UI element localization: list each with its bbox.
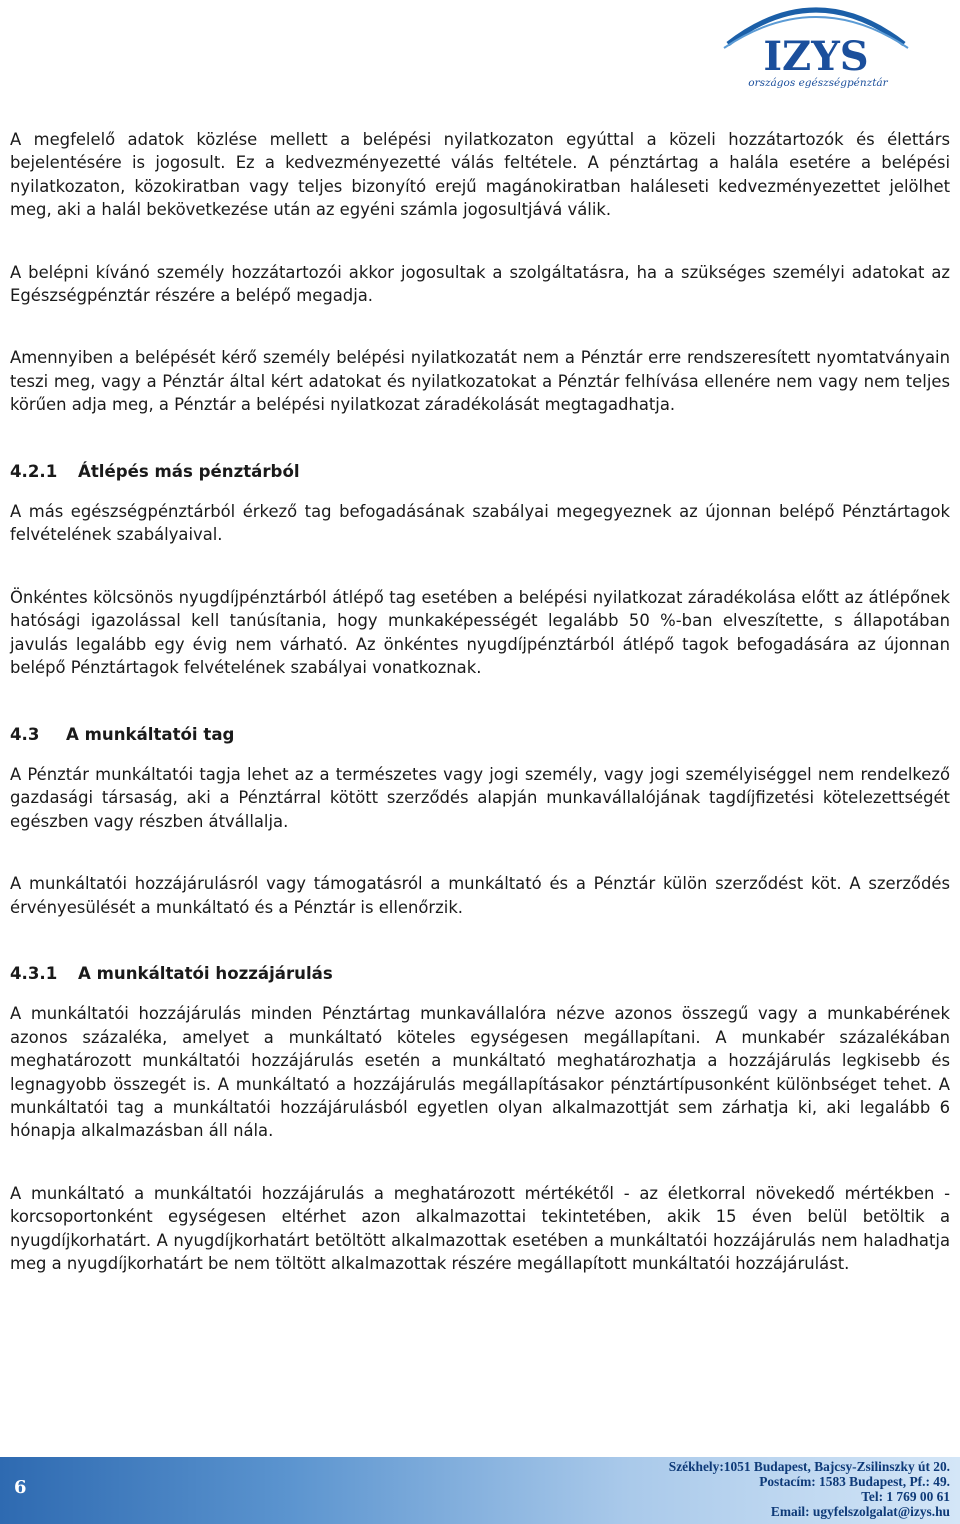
paragraph-employer-contract: A munkáltatói hozzájárulásról vagy támogatásról a munkáltató és a Pénztár külön szerződést köt. A szerződés érvényesülését a munkáltató és a Pénztár is ellenőrzik. (10, 874, 950, 917)
paragraph-refusal: Amennyiben a belépését kérő személy belépési nyilatkozatát nem a Pénztár erre rendszeresített nyomtatványain teszi meg, vagy a Pénztár által kért adatokat és nyilatkozatokat a Pénztár felhívása ellenére nem vagy nem teljes körűen adja meg, a Pénztár a belépési nyilatkozat záradékolását megtagadhatja. (10, 348, 950, 415)
logo-tagline: országos egészségpénztár (748, 77, 888, 89)
contact-address (669, 1459, 950, 1519)
document-body (10, 128, 950, 1275)
section-heading-4-3-1 (10, 962, 950, 985)
paragraph-beneficiary: A megfelelő adatok közlése mellett a belépési nyilatkozaton egyúttal a közeli hozzátartozók és élettárs bejelentésére is jogosult. Ez a kedvezményezetté válás feltétele. A pénztártag a halála esetére a belépési nyilatkozaton, közokiratban vagy teljes bizonyító erejű magánokiratban haláleseti kedvezményezettet jelölhet meg, aki a halál bekövetkezése után az egyéni számla jogosultjává válik. (10, 130, 950, 220)
logo-graphic (718, 4, 914, 94)
izys-logo (718, 4, 914, 94)
address-headquarters: Székhely:1051 Budapest, Bajcsy-Zsilinszky út 20. (668, 1459, 950, 1474)
paragraph-pension-transfer: Önkéntes kölcsönös nyugdíjpénztárból átlépő tag esetében a belépési nyilatkozat záradékolása előtt az átlépőnek hatósági igazolással kell tanúsítania, hogy munkaképességét legalább 50 %-ban elveszítette, s állapotában javulás legalább egy évig nem várható. Az önkéntes nyugdíjpénztárból átlépő tagok befogadására az újonnan belépő Pénztártagok felvételének szabályai vonatkoznak. (10, 587, 950, 678)
address-phone: Tel: 1 769 00 61 (861, 1489, 950, 1504)
paragraph-age-groups: A munkáltató a munkáltatói hozzájárulás a meghatározott mértékétől - az életkorral növekedő mértékben - korcsoportonként egységesen eltérhet azon alkalmazottai tekintetében, akik 15 éven belül betöltik a nyugdíjkorhatárt. A nyugdíjkorhatárt betöltött alkalmazottak esetében a munkáltatói hozzájárulás nem haladhatja meg a nyugdíjkorhatárt be nem töltött alkalmazottak részére megállapított munkáltatói hozzájárulást. (10, 1183, 950, 1273)
logo-text: IZYS (763, 33, 869, 80)
section-title: A munkáltatói hozzájárulás (78, 963, 333, 983)
page-footer (0, 1457, 960, 1524)
paragraph-employer-member: A Pénztár munkáltatói tagja lehet az a természetes vagy jogi személy, vagy jogi személyiséggel nem rendelkező gazdasági társaság, aki a Pénztárral kötött szerződés alapján munkavállalójának tagdíjfizetési kötelezettségét egészben vagy részben átvállalja. (10, 764, 950, 831)
section-heading-4-2-1 (10, 460, 950, 483)
page-number: 6 (14, 1477, 27, 1498)
section-number: 4.3 (10, 724, 40, 744)
address-email: Email: ugyfelszolgalat@izys.hu (770, 1504, 950, 1519)
paragraph-transfer-rules: A más egészségpénztárból érkező tag befogadásának szabályai megegyeznek az újonnan belépő Pénztártagok felvételének szabályaival. (10, 502, 950, 545)
section-heading-4-3 (10, 723, 950, 746)
section-title: A munkáltatói tag (66, 724, 235, 744)
section-number: 4.3.1 (10, 963, 58, 983)
section-number: 4.2.1 (10, 461, 58, 481)
section-title: Átlépés más pénztárból (78, 461, 300, 481)
paragraph-dependents: A belépni kívánó személy hozzátartozói akkor jogosultak a szolgáltatásra, ha a szükséges személyi adatokat az Egészségpénztár részére a belépő megadja. (10, 262, 950, 306)
paragraph-employer-contribution: A munkáltatói hozzájárulás minden Pénztártag munkavállalóra nézve azonos összegű vagy a munkabérének azonos százaléka, amelyet a munkáltató köteles egységesen megállapítani. A munkabér százalékában meghatározott munkáltatói hozzájárulás esetén a munkáltató meghatározhatja a hozzájárulás legkisebb és legnagyobb összegét is. A munkáltató a hozzájárulás megállapításakor pénztártípusonként különbséget tehet. A munkáltatói tag a munkáltatói hozzájárulásból egyetlen olyan alkalmazottját sem zárhatja ki, aki legalább 6 hónapja alkalmazásban áll nála. (10, 1004, 950, 1141)
address-postal: Postacím: 1583 Budapest, Pf.: 49. (759, 1474, 950, 1489)
